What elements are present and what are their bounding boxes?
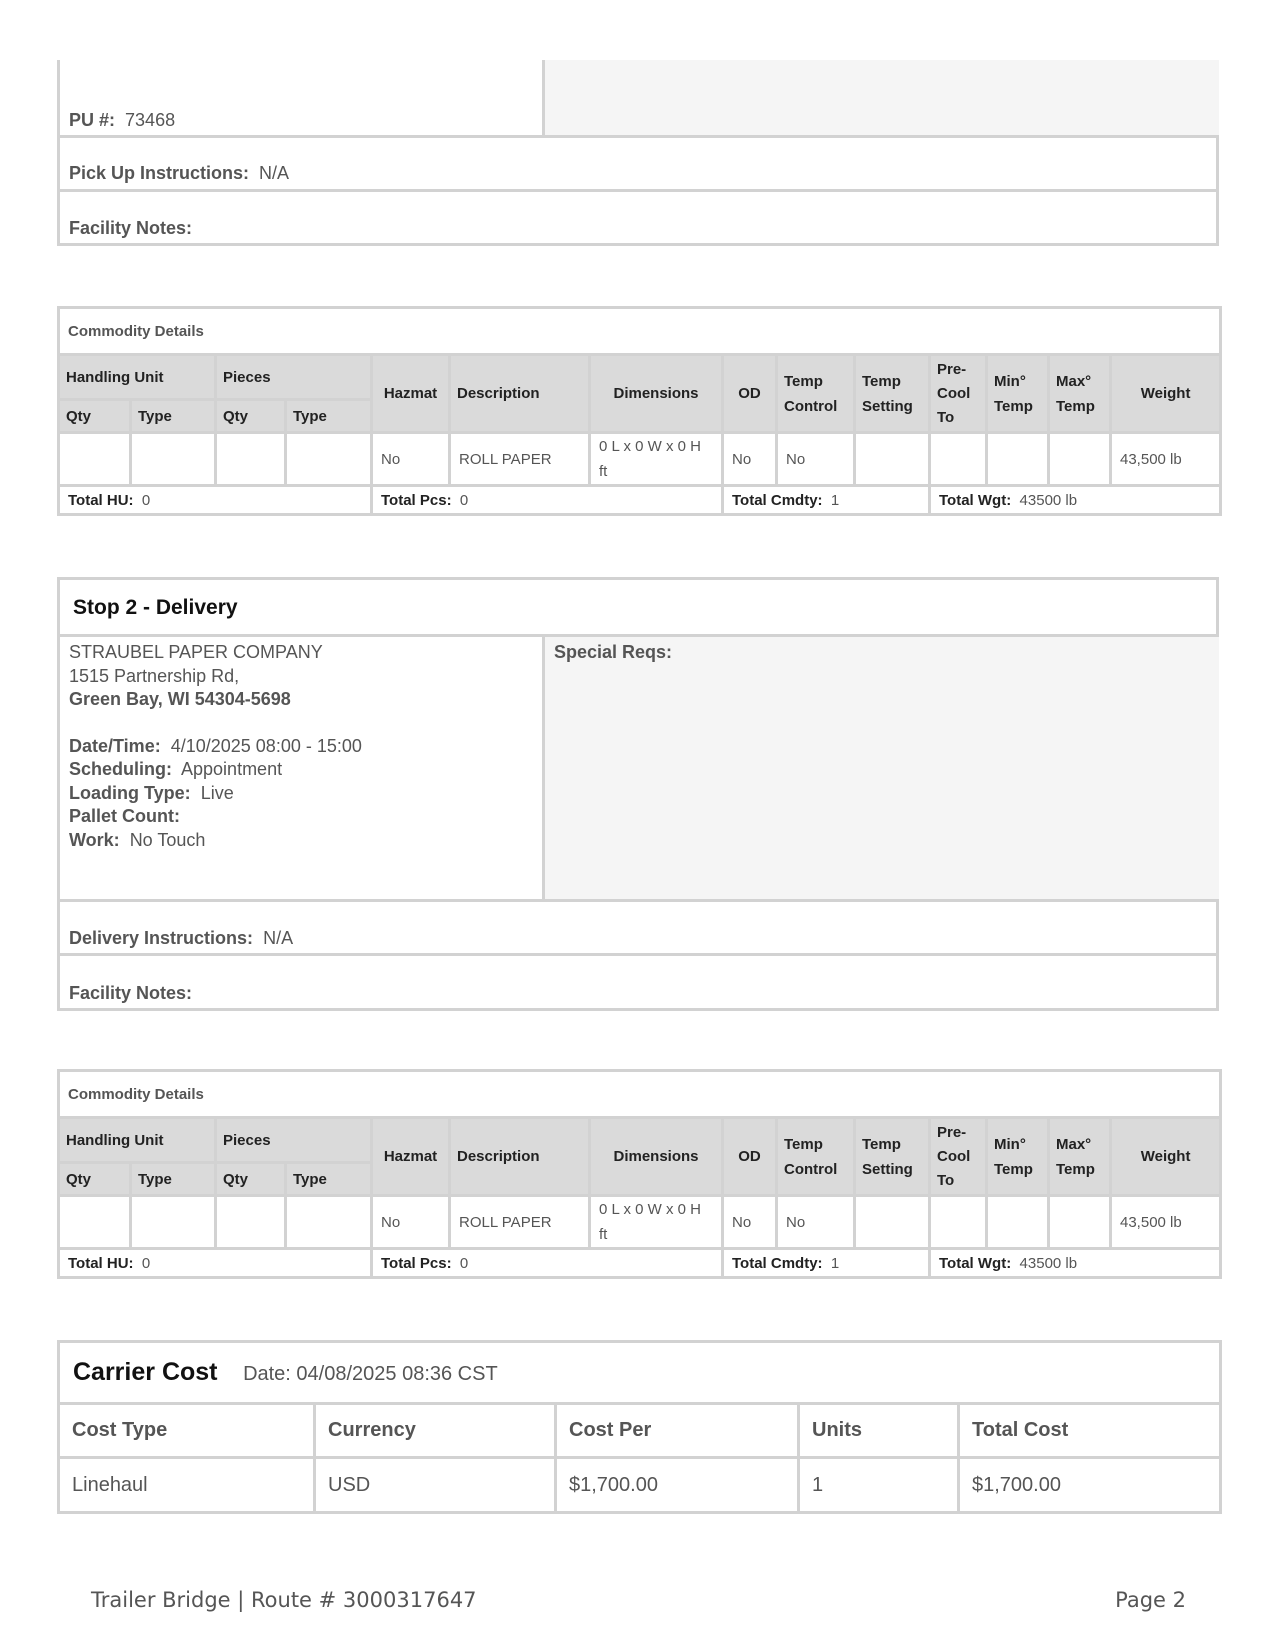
- hu-type-cell: [131, 433, 216, 486]
- total-pcs-label: Total Pcs:: [381, 1254, 452, 1272]
- facility-notes-row: [57, 189, 1219, 246]
- dimensions-header: Dimensions: [590, 1118, 723, 1196]
- dimensions-header: Dimensions: [590, 355, 723, 433]
- hu-type-header: Type: [131, 1163, 216, 1196]
- temp-control-header: Temp Control: [777, 1118, 855, 1196]
- pc-qty-header: Qty: [216, 400, 286, 433]
- datetime-value: 4/10/2025 08:00 - 15:00: [170, 735, 362, 756]
- pu-value: 73468: [125, 110, 176, 130]
- stop2-details: [57, 634, 1219, 902]
- temp-control-cell: No: [777, 433, 855, 486]
- weight-header: Weight: [1111, 1118, 1221, 1196]
- footer-route: Trailer Bridge | Route # 3000317647: [91, 1588, 477, 1612]
- total-hu-label: Total HU:: [68, 491, 134, 509]
- pu-label: PU #:: [69, 110, 116, 130]
- pickup-instructions-label: Pick Up Instructions:: [69, 163, 250, 183]
- max-temp-cell: [1049, 433, 1111, 486]
- total-hu-value: 0: [141, 491, 151, 509]
- city-state-zip: Green Bay, WI 54304-5698: [69, 689, 291, 709]
- pallet-count-label: Pallet Count:: [69, 806, 180, 826]
- weight-cell: 43,500 lb: [1111, 433, 1221, 486]
- description-header: Description: [450, 1118, 590, 1196]
- pre-cool-cell: [930, 1196, 987, 1249]
- total-wgt-value: 43500 lb: [1019, 491, 1078, 509]
- total-hu-value: 0: [141, 1254, 151, 1272]
- special-reqs-label: Special Reqs:: [554, 642, 673, 662]
- delivery-instructions-label: Delivery Instructions:: [69, 928, 254, 948]
- delivery-instructions-row: [57, 899, 1219, 956]
- total-wgt-label: Total Wgt:: [939, 491, 1012, 509]
- total-pcs-value: 0: [459, 491, 469, 509]
- company-name: STRAUBEL PAPER COMPANY: [69, 642, 323, 662]
- loading-type-label: Loading Type:: [69, 782, 191, 803]
- work-label: Work:: [69, 829, 120, 850]
- pc-type-header: Type: [286, 1163, 372, 1196]
- temp-setting-header: Temp Setting: [855, 355, 930, 433]
- loading-type-value: Live: [200, 782, 234, 803]
- scheduling-label: Scheduling:: [69, 759, 172, 779]
- street-address: 1515 Partnership Rd,: [69, 665, 240, 686]
- table-row: [59, 1196, 1221, 1249]
- pickup-instructions-value: N/A: [259, 163, 290, 183]
- commodity-details-title: Commodity Details: [59, 308, 1221, 355]
- cost-per-header: Cost Per: [556, 1404, 799, 1458]
- total-pcs-value: 0: [459, 1254, 469, 1272]
- handling-unit-header: Handling Unit: [59, 1118, 216, 1163]
- pickup-instructions-row: [57, 135, 1219, 192]
- hu-type-cell: [131, 1196, 216, 1249]
- special-reqs-panel: [542, 637, 1219, 899]
- hazmat-cell: No: [372, 433, 450, 486]
- table-row: [59, 1458, 1221, 1513]
- handling-unit-header: Handling Unit: [59, 355, 216, 400]
- pc-type-cell: [286, 1196, 372, 1249]
- stop2-header: [57, 577, 1219, 637]
- currency-header: Currency: [315, 1404, 556, 1458]
- hu-type-header: Type: [131, 400, 216, 433]
- stop2-title: Stop 2 - Delivery: [73, 596, 238, 619]
- facility-notes-label-2: Facility Notes:: [69, 983, 193, 1003]
- carrier-cost-table: [57, 1340, 1222, 1514]
- temp-setting-cell: [855, 433, 930, 486]
- facility-notes-label: Facility Notes:: [69, 218, 193, 238]
- min-temp-cell: [987, 433, 1049, 486]
- dimensions-cell: 0 L x 0 W x 0 H ft: [590, 1196, 723, 1249]
- max-temp-header: Max° Temp: [1049, 355, 1111, 433]
- od-header: OD: [723, 1118, 777, 1196]
- hu-qty-cell: [59, 1196, 131, 1249]
- total-cmdty-value: 1: [830, 1254, 840, 1272]
- hazmat-header: Hazmat: [372, 1118, 450, 1196]
- description-header: Description: [450, 355, 590, 433]
- temp-control-cell: No: [777, 1196, 855, 1249]
- cost-type-header: Cost Type: [59, 1404, 315, 1458]
- datetime-label: Date/Time:: [69, 735, 161, 756]
- commodity-details-title: Commodity Details: [59, 1071, 1221, 1118]
- total-cost-cell: $1,700.00: [959, 1458, 1221, 1513]
- pieces-header: Pieces: [216, 355, 372, 400]
- weight-cell: 43,500 lb: [1111, 1196, 1221, 1249]
- work-value: No Touch: [129, 829, 206, 850]
- units-header: Units: [799, 1404, 959, 1458]
- pre-cool-header: Pre-Cool To: [930, 355, 987, 433]
- min-temp-header: Min° Temp: [987, 1118, 1049, 1196]
- carrier-cost-title: Carrier Cost: [73, 1358, 218, 1386]
- pc-qty-cell: [216, 1196, 286, 1249]
- carrier-cost-date: Date: 04/08/2025 08:36 CST: [243, 1363, 498, 1385]
- facility-notes-row-2: [57, 953, 1219, 1011]
- pre-cool-cell: [930, 433, 987, 486]
- total-cmdty-label: Total Cmdty:: [732, 1254, 823, 1272]
- footer-page-number: Page 2: [1115, 1588, 1186, 1612]
- totals-row: [59, 1249, 1221, 1278]
- description-cell: ROLL PAPER: [450, 433, 590, 486]
- hu-qty-cell: [59, 433, 131, 486]
- table-row: [59, 433, 1221, 486]
- total-cost-header: Total Cost: [959, 1404, 1221, 1458]
- dimensions-cell: 0 L x 0 W x 0 H ft: [590, 433, 723, 486]
- total-cmdty-value: 1: [830, 491, 840, 509]
- units-cell: 1: [799, 1458, 959, 1513]
- od-cell: No: [723, 1196, 777, 1249]
- pc-qty-cell: [216, 433, 286, 486]
- total-cmdty-label: Total Cmdty:: [732, 491, 823, 509]
- hazmat-cell: No: [372, 1196, 450, 1249]
- pieces-header: Pieces: [216, 1118, 372, 1163]
- description-cell: ROLL PAPER: [450, 1196, 590, 1249]
- max-temp-header: Max° Temp: [1049, 1118, 1111, 1196]
- commodity-table-1: [57, 306, 1222, 516]
- cost-per-cell: $1,700.00: [556, 1458, 799, 1513]
- stop1-pu-block: [57, 60, 1219, 138]
- min-temp-header: Min° Temp: [987, 355, 1049, 433]
- max-temp-cell: [1049, 1196, 1111, 1249]
- temp-setting-header: Temp Setting: [855, 1118, 930, 1196]
- pc-qty-header: Qty: [216, 1163, 286, 1196]
- min-temp-cell: [987, 1196, 1049, 1249]
- weight-header: Weight: [1111, 355, 1221, 433]
- od-header: OD: [723, 355, 777, 433]
- hu-qty-header: Qty: [59, 1163, 131, 1196]
- temp-setting-cell: [855, 1196, 930, 1249]
- commodity-table-2: [57, 1069, 1222, 1279]
- total-wgt-label: Total Wgt:: [939, 1254, 1012, 1272]
- delivery-instructions-value: N/A: [263, 928, 294, 948]
- hazmat-header: Hazmat: [372, 355, 450, 433]
- pc-type-header: Type: [286, 400, 372, 433]
- hu-qty-header: Qty: [59, 400, 131, 433]
- od-cell: No: [723, 433, 777, 486]
- total-wgt-value: 43500 lb: [1019, 1254, 1078, 1272]
- pre-cool-header: Pre-Cool To: [930, 1118, 987, 1196]
- pc-type-cell: [286, 433, 372, 486]
- cost-type-cell: Linehaul: [59, 1458, 315, 1513]
- currency-cell: USD: [315, 1458, 556, 1513]
- scheduling-value: Appointment: [181, 759, 283, 779]
- total-hu-label: Total HU:: [68, 1254, 134, 1272]
- totals-row: [59, 486, 1221, 515]
- special-reqs-panel: [542, 60, 1219, 135]
- total-pcs-label: Total Pcs:: [381, 491, 452, 509]
- temp-control-header: Temp Control: [777, 355, 855, 433]
